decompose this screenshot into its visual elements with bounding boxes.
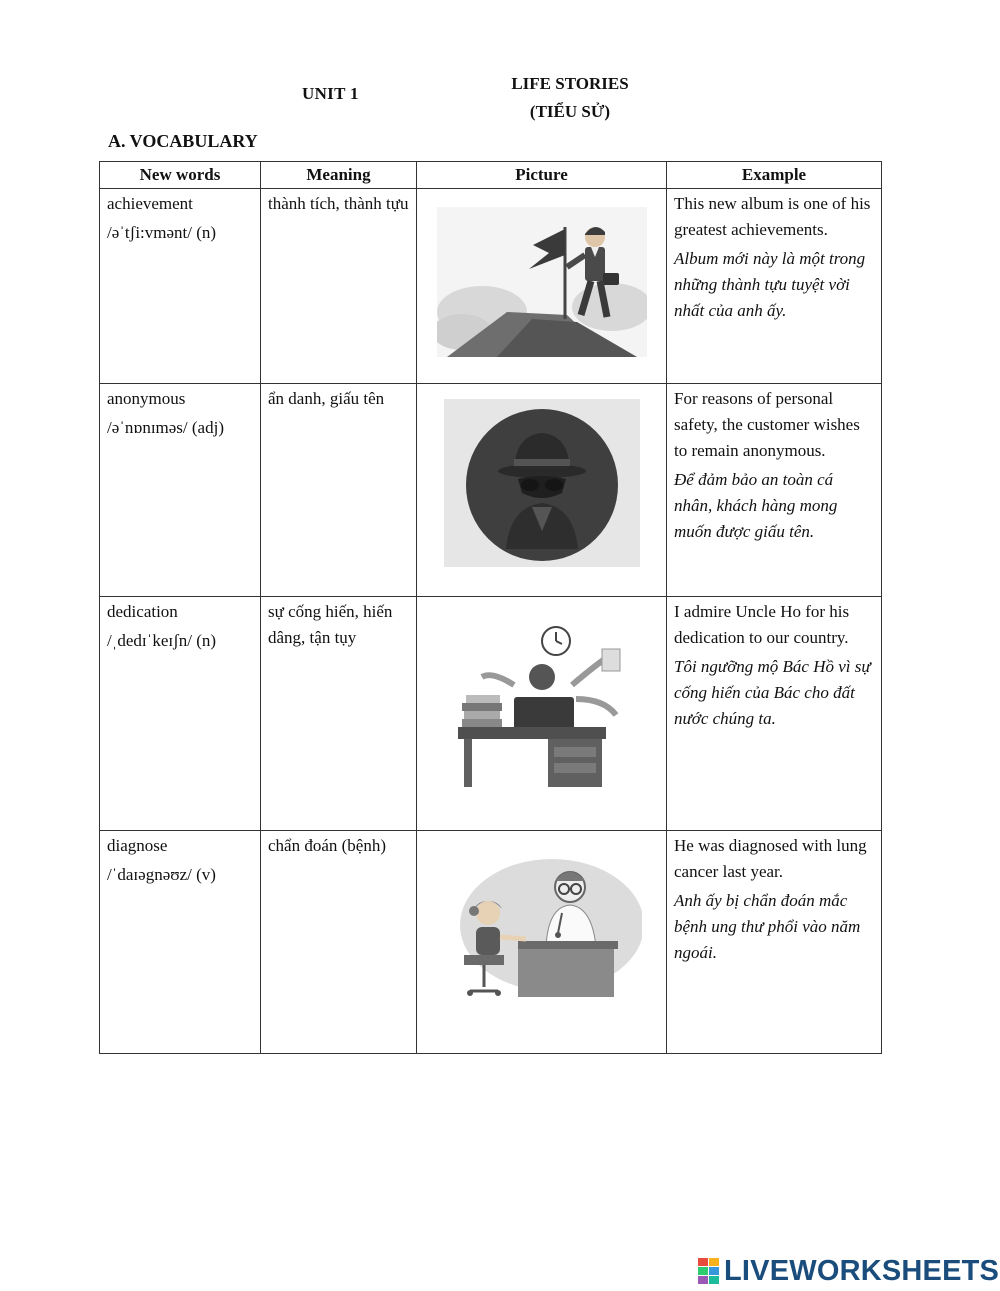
example-cell (667, 597, 882, 831)
word-term: anonymous (107, 389, 186, 408)
picture-cell (417, 831, 667, 1054)
word-pronunciation: /əˈtʃi:vmənt/ (n) (107, 223, 217, 242)
word-pronunciation: /ˈdaɪəgnəʊz/ (v) (107, 865, 216, 884)
table-row (100, 831, 882, 1054)
word-pronunciation: /ˌdedɪˈkeɪʃn/ (n) (107, 631, 217, 650)
example-english: For reasons of personal safety, the customer wishes to remain anonymous. (674, 389, 860, 460)
liveworksheets-logo (698, 1256, 999, 1286)
word-pronunciation: /əˈnɒnɪməs/ (adj) (107, 418, 224, 437)
meaning-cell: ẩn danh, giấu tên (261, 384, 417, 597)
word-cell (100, 597, 261, 831)
picture-cell (417, 597, 667, 831)
column-header-new-words: New words (100, 162, 261, 189)
example-vietnamese: Tôi ngưỡng mộ Bác Hồ vì sự cống hiến của Bác cho đất nước chúng ta. (674, 657, 871, 728)
example-cell (667, 189, 882, 384)
example-vietnamese: Anh ấy bị chẩn đoán mắc bệnh ung thư phổi vào năm ngoái. (674, 891, 861, 962)
logo-icon (698, 1258, 720, 1284)
table-row (100, 189, 882, 384)
example-cell (667, 831, 882, 1054)
meaning-cell: chẩn đoán (bệnh) (261, 831, 417, 1054)
example-english: I admire Uncle Ho for his dedication to our country. (674, 602, 850, 647)
page-title (470, 70, 670, 126)
word-term: achievement (107, 194, 193, 213)
dedication-illustration (452, 619, 632, 799)
word-cell (100, 189, 261, 384)
word-cell (100, 831, 261, 1054)
table-row (100, 597, 882, 831)
logo-text: LIVEWORKSHEETS (724, 1254, 1000, 1287)
column-header-example: Example (667, 162, 882, 189)
example-vietnamese: Album mới này là một trong những thành tựu tuyệt vời nhất của anh ấy. (674, 249, 866, 320)
column-header-picture: Picture (417, 162, 667, 189)
anonymous-illustration (444, 399, 640, 567)
section-heading: A. VOCABULARY (108, 131, 258, 151)
unit-label: UNIT 1 (302, 84, 359, 103)
example-vietnamese: Để đảm bảo an toàn cá nhân, khách hàng mong muốn được giấu tên. (674, 470, 838, 541)
meaning-cell: thành tích, thành tựu (261, 189, 417, 384)
vocabulary-table (99, 161, 882, 1054)
word-term: diagnose (107, 836, 168, 855)
picture-cell (417, 384, 667, 597)
title-line-2: (TIỂU SỬ) (529, 102, 611, 121)
achievement-illustration (437, 207, 647, 357)
table-header-row (100, 162, 882, 189)
diagnose-illustration (442, 847, 642, 1017)
picture-cell (417, 189, 667, 384)
column-header-meaning: Meaning (261, 162, 417, 189)
word-cell (100, 384, 261, 597)
example-cell (667, 384, 882, 597)
meaning-cell: sự cống hiến, hiến dâng, tận tụy (261, 597, 417, 831)
example-english: This new album is one of his greatest achievements. (674, 194, 871, 239)
word-term: dedication (107, 602, 178, 621)
title-line-1: LIFE STORIES (511, 74, 629, 93)
table-row (100, 384, 882, 597)
example-english: He was diagnosed with lung cancer last year. (674, 836, 867, 881)
